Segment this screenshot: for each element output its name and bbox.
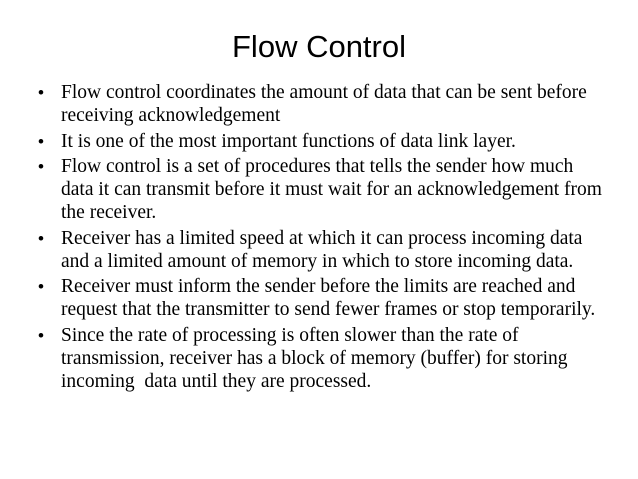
bullet-text: Flow control is a set of procedures that tells the sender how much data it can transmit before it must wait for an acknowledgement from the receiver. bbox=[61, 156, 607, 223]
bullet-text: Flow control coordinates the amount of data that can be sent before receiving acknowledgement bbox=[61, 82, 592, 126]
bullet-icon: • bbox=[38, 83, 44, 102]
bullet-text: Since the rate of processing is often slower than the rate of transmission, receiver has a block of memory (buffer) for storing incoming data until they are processed. bbox=[61, 324, 573, 392]
bullet-list bbox=[36, 82, 608, 396]
bullet-icon: • bbox=[38, 325, 44, 345]
bullet-icon: • bbox=[38, 228, 44, 248]
slide-title: Flow Control bbox=[232, 29, 406, 64]
list-item bbox=[36, 228, 608, 274]
bullet-text: Receiver must inform the sender before the limits are reached and request that the transmitter to send fewer frames or stop temporarily. bbox=[61, 276, 596, 321]
bullet-text: It is one of the most important functions of data link layer. bbox=[61, 130, 516, 152]
bullet-icon: • bbox=[38, 277, 44, 297]
bullet-text: Receiver has a limited speed at which it can process incoming data and a limited amount of memory in which to store incoming data. bbox=[61, 227, 588, 272]
bullet-icon: • bbox=[38, 157, 44, 177]
bullet-icon: • bbox=[38, 131, 44, 151]
list-item bbox=[36, 276, 608, 322]
list-item bbox=[36, 131, 608, 154]
list-item bbox=[36, 325, 608, 393]
list-item bbox=[36, 156, 608, 224]
list-item bbox=[36, 82, 608, 128]
